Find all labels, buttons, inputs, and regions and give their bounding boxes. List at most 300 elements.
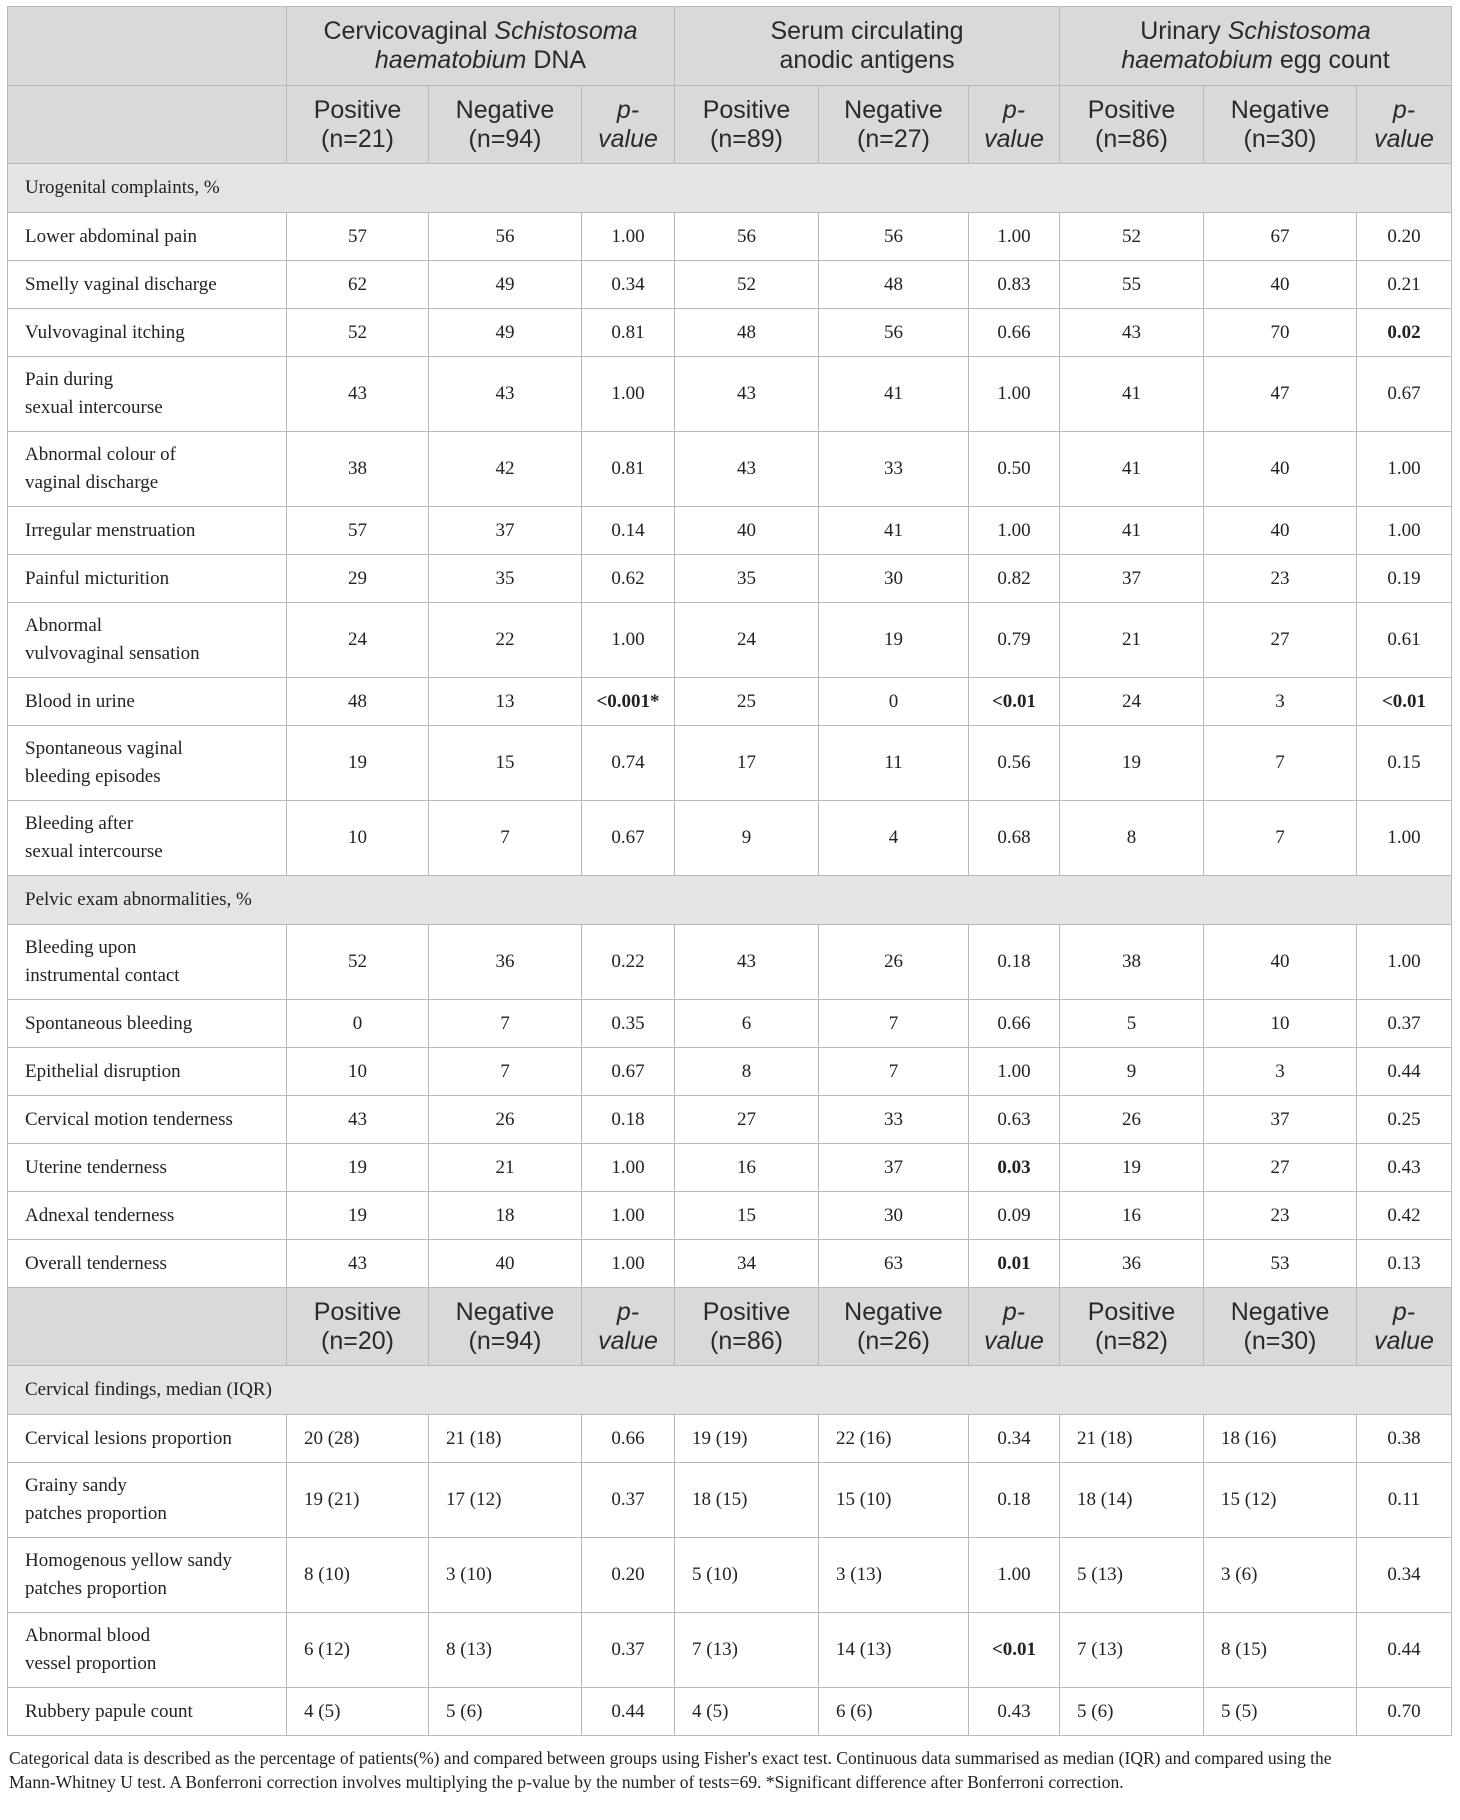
p-value-cell: <0.01 — [969, 678, 1060, 726]
value-cell: 49 — [429, 309, 582, 357]
value-cell: 7 (13) — [675, 1613, 819, 1688]
value-cell: 4 (5) — [287, 1688, 429, 1736]
p-value-cell: 0.56 — [969, 726, 1060, 801]
value-cell: 18 (15) — [675, 1463, 819, 1538]
value-cell: 48 — [819, 261, 969, 309]
value-cell: 18 (14) — [1060, 1463, 1204, 1538]
p-value-cell: <0.01 — [1357, 678, 1452, 726]
row-label — [8, 1000, 287, 1048]
value-cell: 19 — [287, 1192, 429, 1240]
value-cell: 3 (13) — [819, 1538, 969, 1613]
value-cell: 41 — [1060, 507, 1204, 555]
column-label: Negative — [844, 95, 943, 124]
row-label — [8, 555, 287, 603]
value-cell: 35 — [675, 555, 819, 603]
value-cell: 26 — [429, 1096, 582, 1144]
value-cell: 20 (28) — [287, 1415, 429, 1463]
column-label: p- — [1392, 1297, 1416, 1326]
row-label-line: Bleeding after — [25, 813, 134, 834]
column-label: value — [598, 124, 658, 153]
table-body — [8, 164, 1452, 1736]
group-header-serum-caa — [675, 7, 1060, 86]
p-value-cell: 0.81 — [582, 432, 675, 507]
column-count: (n=20) — [321, 1326, 394, 1355]
p-value-cell: 0.34 — [582, 261, 675, 309]
value-cell: 42 — [429, 432, 582, 507]
column-label: Negative — [455, 1297, 555, 1326]
p-value-cell: 0.50 — [969, 432, 1060, 507]
column-count: (n=86) — [710, 1326, 783, 1355]
value-cell: 41 — [1060, 357, 1204, 432]
table-footnote — [7, 1746, 1453, 1794]
table-row — [8, 1463, 1452, 1538]
row-label — [8, 1415, 287, 1463]
value-cell: 19 (19) — [675, 1415, 819, 1463]
column-count: (n=26) — [857, 1326, 930, 1355]
value-cell: 4 — [819, 801, 969, 876]
subheader-row — [8, 1288, 1452, 1366]
column-label: value — [984, 124, 1044, 153]
value-cell: 3 (6) — [1204, 1538, 1357, 1613]
row-label — [8, 1096, 287, 1144]
p-value-cell: 0.22 — [582, 925, 675, 1000]
column-label: value — [1374, 124, 1434, 153]
value-cell: 40 — [1204, 261, 1357, 309]
table-row — [8, 357, 1452, 432]
table-row — [8, 1192, 1452, 1240]
value-cell: 24 — [287, 603, 429, 678]
row-label-line: Abnormal blood — [25, 1625, 151, 1646]
p-value-cell: 0.34 — [969, 1415, 1060, 1463]
results-table-page — [7, 6, 1451, 1794]
value-cell: 38 — [287, 432, 429, 507]
column-label: p- — [1002, 1297, 1026, 1326]
value-cell: 67 — [1204, 213, 1357, 261]
row-label-line: Lower abdominal pain — [25, 225, 198, 247]
row-label — [8, 261, 287, 309]
p-value-cell: 0.66 — [969, 1000, 1060, 1048]
value-cell: 9 — [1060, 1048, 1204, 1096]
column-count: (n=30) — [1243, 124, 1317, 153]
row-label-line: Cervical lesions proportion — [25, 1427, 232, 1449]
value-cell: 8 (10) — [287, 1538, 429, 1613]
value-cell: 21 — [429, 1144, 582, 1192]
row-label-line: Vulvovaginal itching — [25, 321, 185, 343]
value-cell: 7 — [819, 1048, 969, 1096]
column-count: (n=89) — [710, 124, 783, 153]
value-cell: 30 — [819, 555, 969, 603]
p-value-cell: 1.00 — [969, 507, 1060, 555]
p-value-cell: <0.001* — [582, 678, 675, 726]
p-value-cell: 0.19 — [1357, 555, 1452, 603]
value-cell: 24 — [675, 603, 819, 678]
value-cell: 21 (18) — [1060, 1415, 1204, 1463]
p-value-cell: 0.37 — [582, 1463, 675, 1538]
p-value-column-header — [969, 1288, 1060, 1366]
row-label — [8, 1144, 287, 1192]
positive-column-header — [675, 86, 819, 164]
value-cell: 41 — [1060, 432, 1204, 507]
row-label-line: vulvovaginal sensation — [25, 643, 200, 664]
value-cell: 23 — [1204, 555, 1357, 603]
row-label-line: Smelly vaginal discharge — [25, 273, 217, 295]
table-row — [8, 1144, 1452, 1192]
column-label: p- — [1392, 95, 1416, 124]
p-value-cell: 1.00 — [969, 357, 1060, 432]
row-label-line: Pain during — [25, 369, 114, 390]
row-label — [8, 1463, 287, 1538]
p-value-cell: 1.00 — [582, 1240, 675, 1288]
value-cell: 43 — [429, 357, 582, 432]
value-cell: 8 — [1060, 801, 1204, 876]
row-label — [8, 213, 287, 261]
p-value-cell: 0.61 — [1357, 603, 1452, 678]
row-label — [8, 309, 287, 357]
group-title-line: egg count — [1272, 46, 1390, 74]
value-cell: 35 — [429, 555, 582, 603]
row-label — [8, 1048, 287, 1096]
group-header-cervicovaginal-dna — [287, 7, 675, 86]
value-cell: 43 — [287, 1240, 429, 1288]
p-value-cell: 1.00 — [582, 213, 675, 261]
table-row — [8, 726, 1452, 801]
p-value-cell: 0.44 — [1357, 1048, 1452, 1096]
column-count: (n=21) — [321, 124, 394, 153]
value-cell: 48 — [675, 309, 819, 357]
table-row — [8, 1688, 1452, 1736]
row-label — [8, 1192, 287, 1240]
value-cell: 6 — [675, 1000, 819, 1048]
value-cell: 7 — [1204, 801, 1357, 876]
column-label: Negative — [1230, 95, 1330, 124]
table-row — [8, 1613, 1452, 1688]
p-value-cell: 0.70 — [1357, 1688, 1452, 1736]
p-value-cell: 0.09 — [969, 1192, 1060, 1240]
value-cell: 27 — [1204, 603, 1357, 678]
column-label: Negative — [1230, 1297, 1330, 1326]
column-label: p- — [1002, 95, 1026, 124]
value-cell: 19 — [1060, 726, 1204, 801]
value-cell: 29 — [287, 555, 429, 603]
column-label: Positive — [313, 95, 402, 124]
p-value-cell: 0.37 — [582, 1613, 675, 1688]
p-value-cell: 1.00 — [969, 1538, 1060, 1613]
value-cell: 27 — [675, 1096, 819, 1144]
p-value-cell: 0.13 — [1357, 1240, 1452, 1288]
p-value-cell: 0.42 — [1357, 1192, 1452, 1240]
row-label-line: Abnormal colour of — [25, 444, 176, 465]
p-value-column-header — [582, 1288, 675, 1366]
p-value-column-header — [969, 86, 1060, 164]
positive-column-header — [287, 86, 429, 164]
row-label — [8, 603, 287, 678]
value-cell: 14 (13) — [819, 1613, 969, 1688]
p-value-cell: 1.00 — [582, 357, 675, 432]
value-cell: 9 — [675, 801, 819, 876]
value-cell: 56 — [675, 213, 819, 261]
row-label-line: Blood in urine — [25, 690, 135, 712]
negative-column-header — [429, 1288, 582, 1366]
value-cell: 5 (5) — [1204, 1688, 1357, 1736]
value-cell: 37 — [1204, 1096, 1357, 1144]
table-row — [8, 432, 1452, 507]
value-cell: 36 — [429, 925, 582, 1000]
p-value-cell: 1.00 — [582, 1192, 675, 1240]
value-cell: 57 — [287, 213, 429, 261]
p-value-cell: 1.00 — [1357, 801, 1452, 876]
column-count: (n=86) — [1095, 124, 1169, 153]
p-value-cell: 0.66 — [969, 309, 1060, 357]
value-cell: 43 — [287, 357, 429, 432]
value-cell: 17 (12) — [429, 1463, 582, 1538]
negative-column-header — [429, 86, 582, 164]
value-cell: 70 — [1204, 309, 1357, 357]
p-value-cell: 0.38 — [1357, 1415, 1452, 1463]
row-label-line: instrumental contact — [25, 965, 180, 986]
value-cell: 7 — [429, 801, 582, 876]
column-label: p- — [616, 95, 640, 124]
p-value-column-header — [1357, 86, 1452, 164]
value-cell: 8 (15) — [1204, 1613, 1357, 1688]
group-title-line: DNA — [526, 46, 587, 74]
column-label: Negative — [455, 95, 555, 124]
group-title-italic: haematobium — [374, 46, 527, 74]
value-cell: 62 — [287, 261, 429, 309]
p-value-cell: 0.79 — [969, 603, 1060, 678]
negative-column-header — [1204, 1288, 1357, 1366]
column-count: (n=94) — [468, 124, 542, 153]
value-cell: 7 — [1204, 726, 1357, 801]
value-cell: 52 — [675, 261, 819, 309]
value-cell: 41 — [819, 357, 969, 432]
value-cell: 19 (21) — [287, 1463, 429, 1538]
row-label-line: Spontaneous vaginal — [25, 738, 183, 759]
section-title: Cervical findings, median (IQR) — [8, 1366, 1452, 1415]
column-label: Positive — [1087, 95, 1176, 124]
p-value-cell: 0.37 — [1357, 1000, 1452, 1048]
value-cell: 16 — [675, 1144, 819, 1192]
column-count: (n=30) — [1243, 1326, 1317, 1355]
group-title-italic: Schistosoma — [494, 17, 638, 45]
positive-column-header — [287, 1288, 429, 1366]
value-cell: 3 — [1204, 678, 1357, 726]
p-value-cell: 0.82 — [969, 555, 1060, 603]
table-row — [8, 1415, 1452, 1463]
positive-column-header — [1060, 86, 1204, 164]
value-cell: 33 — [819, 432, 969, 507]
value-cell: 7 — [429, 1048, 582, 1096]
p-value-cell: 0.44 — [582, 1688, 675, 1736]
p-value-column-header — [582, 86, 675, 164]
value-cell: 18 — [429, 1192, 582, 1240]
p-value-cell: 0.68 — [969, 801, 1060, 876]
p-value-cell: 0.35 — [582, 1000, 675, 1048]
table-row — [8, 1096, 1452, 1144]
row-label-line: sexual intercourse — [25, 841, 163, 862]
value-cell: 21 — [1060, 603, 1204, 678]
value-cell: 5 (10) — [675, 1538, 819, 1613]
column-label: Negative — [844, 1297, 943, 1326]
value-cell: 3 — [1204, 1048, 1357, 1096]
p-value-cell: 0.18 — [969, 1463, 1060, 1538]
value-cell: 21 (18) — [429, 1415, 582, 1463]
p-value-cell: 1.00 — [969, 213, 1060, 261]
column-count: (n=27) — [857, 124, 930, 153]
value-cell: 30 — [819, 1192, 969, 1240]
value-cell: 25 — [675, 678, 819, 726]
section-header-row — [8, 1366, 1452, 1415]
row-label-line: Rubbery papule count — [25, 1700, 193, 1722]
p-value-cell: 0.83 — [969, 261, 1060, 309]
p-value-cell: 0.67 — [1357, 357, 1452, 432]
value-cell: 3 (10) — [429, 1538, 582, 1613]
value-cell: 18 (16) — [1204, 1415, 1357, 1463]
value-cell: 5 (6) — [429, 1688, 582, 1736]
row-label — [8, 1538, 287, 1613]
row-label-line: Abnormal — [25, 615, 103, 636]
group-title-italic: haematobium — [1121, 46, 1273, 74]
group-title-italic: Schistosoma — [1227, 17, 1371, 45]
results-table — [7, 6, 1452, 1736]
group-title-line: Cervicovaginal — [323, 17, 495, 45]
group-header-urinary-egg-count — [1060, 7, 1452, 86]
value-cell: 52 — [287, 309, 429, 357]
group-title-line: anodic antigens — [779, 46, 955, 74]
row-label-line: Overall tenderness — [25, 1252, 167, 1274]
value-cell: 26 — [1060, 1096, 1204, 1144]
p-value-cell: 0.62 — [582, 555, 675, 603]
table-row — [8, 603, 1452, 678]
value-cell: 6 (12) — [287, 1613, 429, 1688]
column-label: Positive — [313, 1297, 402, 1326]
table-row — [8, 555, 1452, 603]
p-value-cell: <0.01 — [969, 1613, 1060, 1688]
value-cell: 5 (13) — [1060, 1538, 1204, 1613]
row-label-line: Uterine tenderness — [25, 1156, 167, 1178]
value-cell: 22 — [429, 603, 582, 678]
value-cell: 8 (13) — [429, 1613, 582, 1688]
value-cell: 40 — [1204, 432, 1357, 507]
p-value-cell: 0.25 — [1357, 1096, 1452, 1144]
value-cell: 23 — [1204, 1192, 1357, 1240]
section-header-row — [8, 876, 1452, 925]
value-cell: 40 — [429, 1240, 582, 1288]
group-title-line: Urinary — [1140, 17, 1228, 45]
column-count: (n=94) — [468, 1326, 542, 1355]
p-value-cell: 0.18 — [969, 925, 1060, 1000]
row-label-line: Spontaneous bleeding — [25, 1012, 193, 1034]
row-label-line: patches proportion — [25, 1578, 167, 1599]
p-value-cell: 0.03 — [969, 1144, 1060, 1192]
column-count: (n=82) — [1095, 1326, 1169, 1355]
table-row — [8, 1000, 1452, 1048]
negative-column-header — [1204, 86, 1357, 164]
row-label — [8, 801, 287, 876]
value-cell: 56 — [819, 213, 969, 261]
row-label — [8, 1240, 287, 1288]
value-cell: 15 (10) — [819, 1463, 969, 1538]
value-cell: 7 (13) — [1060, 1613, 1204, 1688]
value-cell: 56 — [819, 309, 969, 357]
value-cell: 15 — [429, 726, 582, 801]
p-value-cell: 0.67 — [582, 801, 675, 876]
group-title-line: Serum circulating — [770, 17, 964, 45]
table-row — [8, 1048, 1452, 1096]
value-cell: 22 (16) — [819, 1415, 969, 1463]
value-cell: 43 — [675, 925, 819, 1000]
row-label-line: Grainy sandy — [25, 1475, 127, 1496]
row-label-line: Epithelial disruption — [25, 1060, 181, 1082]
value-cell: 8 — [675, 1048, 819, 1096]
table-row — [8, 309, 1452, 357]
value-cell: 10 — [287, 1048, 429, 1096]
subheader-row — [8, 86, 1452, 164]
value-cell: 27 — [1204, 1144, 1357, 1192]
table-row — [8, 261, 1452, 309]
value-cell: 10 — [287, 801, 429, 876]
positive-column-header — [675, 1288, 819, 1366]
row-label-line: vessel proportion — [25, 1653, 157, 1674]
row-label — [8, 432, 287, 507]
negative-column-header — [819, 86, 969, 164]
column-label: Positive — [702, 95, 791, 124]
value-cell: 47 — [1204, 357, 1357, 432]
p-value-cell: 0.66 — [582, 1415, 675, 1463]
p-value-cell: 0.44 — [1357, 1613, 1452, 1688]
p-value-cell: 1.00 — [582, 603, 675, 678]
value-cell: 37 — [819, 1144, 969, 1192]
row-label — [8, 507, 287, 555]
negative-column-header — [819, 1288, 969, 1366]
value-cell: 19 — [287, 726, 429, 801]
footnote-line: Categorical data is described as the percentage of patients(%) and compared between groups using Fisher's exact test. Continuous data summarised as median (IQR) and compared using the — [9, 1748, 1332, 1768]
table-row — [8, 801, 1452, 876]
value-cell: 19 — [287, 1144, 429, 1192]
value-cell: 53 — [1204, 1240, 1357, 1288]
section-title: Pelvic exam abnormalities, % — [8, 876, 1452, 925]
p-value-cell: 0.18 — [582, 1096, 675, 1144]
value-cell: 37 — [429, 507, 582, 555]
group-header-row — [8, 7, 1452, 86]
value-cell: 13 — [429, 678, 582, 726]
column-label: value — [984, 1326, 1044, 1355]
value-cell: 24 — [1060, 678, 1204, 726]
row-label — [8, 1613, 287, 1688]
column-label: Positive — [702, 1297, 791, 1326]
table-row — [8, 507, 1452, 555]
value-cell: 11 — [819, 726, 969, 801]
value-cell: 16 — [1060, 1192, 1204, 1240]
row-label — [8, 726, 287, 801]
value-cell: 63 — [819, 1240, 969, 1288]
p-value-cell: 0.43 — [1357, 1144, 1452, 1192]
p-value-cell: 0.63 — [969, 1096, 1060, 1144]
value-cell: 52 — [1060, 213, 1204, 261]
value-cell: 0 — [819, 678, 969, 726]
value-cell: 43 — [675, 357, 819, 432]
value-cell: 5 (6) — [1060, 1688, 1204, 1736]
value-cell: 17 — [675, 726, 819, 801]
column-label: Positive — [1087, 1297, 1176, 1326]
p-value-cell: 0.67 — [582, 1048, 675, 1096]
value-cell: 52 — [287, 925, 429, 1000]
value-cell: 15 (12) — [1204, 1463, 1357, 1538]
p-value-cell: 1.00 — [969, 1048, 1060, 1096]
value-cell: 55 — [1060, 261, 1204, 309]
row-label — [8, 357, 287, 432]
section-title: Urogenital complaints, % — [8, 164, 1452, 213]
row-label-line: patches proportion — [25, 1503, 167, 1524]
